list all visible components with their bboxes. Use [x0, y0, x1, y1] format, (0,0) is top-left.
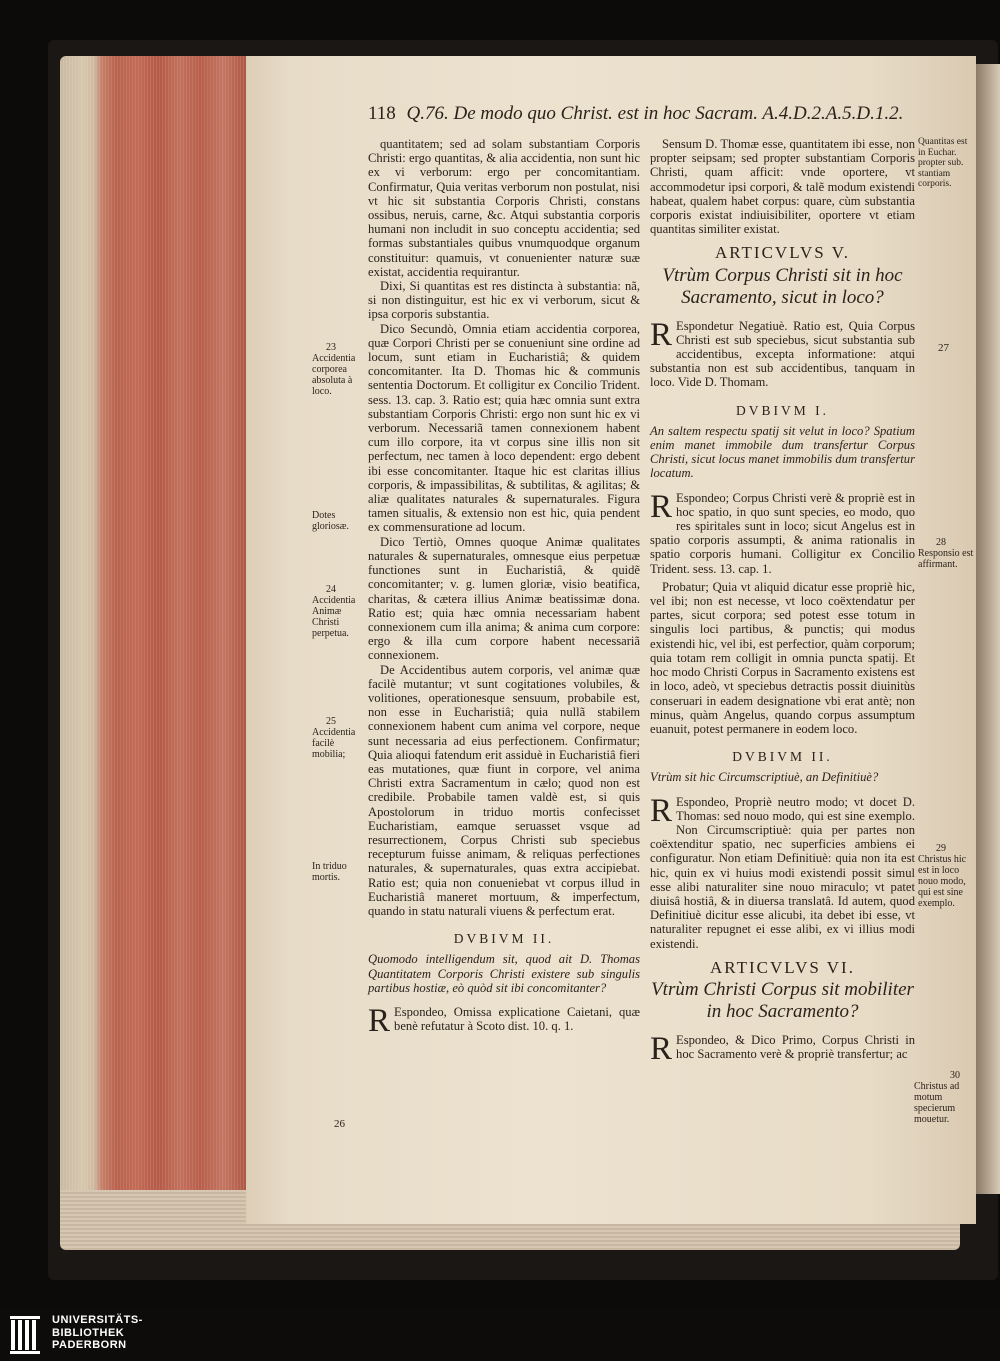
response-paragraph: [650, 1033, 915, 1064]
text-paragraph: Dico Secundò, Omnia etiam accidentia corporea, quæ Corpori Christi per se conueniunt sine ordine ad locum, sunt etiam in Eucharistiâ; & quidem concomitanter. Ita D. Thomas hic & communis sententia Doctorum. Et colligitur ex Concilio Trident. sess. 13. cap. 3. Ratio est; quia hæc omnia sunt extra substantiam Corporis Christi: ergo non sunt hic ex vi verborum. Necessariã tamen connexionem habent cum illo corpore, ita vt corpus sine illis non sit perfectum, nec tamen à loco dependent: ergo debent ibi esse concomitanter. Itaque hic est claritas illius corporis, & impassibilitas, & subtilitas, & agilitas; & aliæ qualitates naturales & supernaturales. Figura tamen situalis, & extensio non est hic, quia pendent ex commensuratione ad locum.: [368, 321, 640, 535]
margin-text: Accidentia corporea absoluta à loco.: [312, 353, 356, 397]
margin-note-left: [312, 342, 362, 397]
margin-number: 29: [936, 843, 946, 854]
text-paragraph: quantitatem; sed ad solam substantiam Corporis Christi: ergo quantitas, & alia accidentia, non sunt hic ex vi verborum: ergo per concomitantiam. Confirmatur, Quia veritas verborum non postulat, nisi vt hic sit substantia Corporis Christi, constans ossibus, neruis, carne, &c. Atqui substantia corporis humani non includit in suo conceptu accidentia; sed formas substantiales quibus vnumquodque organum constituitur: quamuis, vt conuenienter naturæ suæ existat, accidentia requirantur.: [368, 137, 640, 279]
article-heading: ARTICVLVS V.: [714, 243, 851, 263]
institution-line: PADERBORN: [52, 1339, 127, 1351]
margin-text: Accidentia Animæ Christi perpetua.: [312, 595, 356, 639]
text-paragraph: Sensum D. Thomæ esse, quantitatem ibi esse, non propter seipsam; sed propter substantiam Corporis Christi, quam afficit: vnde oportere, vt accommodetur ipsi corpori, & talẽ modum existendi habeat, qualem habet corpus: quare, cùm substantia corporis existat indiuisibiliter, oportere vt etiam quantitas similiter existat.: [650, 137, 915, 237]
margin-text: Accidentia facilè mobilia;: [312, 727, 356, 760]
margin-note-right: [918, 537, 974, 570]
margin-number: 30: [950, 1070, 960, 1081]
response-text: Espondeo; Corpus Christi verè & propriè est in hoc spatio, in quo sunt species, eo modo, quo res spiritales sunt in loco; sicut Angelus est in spatio corporis assumpti, & anima rationalis in spatio corporis humani. Colligitur ex Concilio Trident. sess. 13. cap. 1.: [650, 490, 915, 576]
drop-cap: R: [650, 794, 673, 829]
response-paragraph: [650, 319, 915, 390]
margin-number: 26: [334, 1118, 345, 1130]
margin-number: 25: [326, 716, 336, 727]
response-paragraph: [650, 491, 915, 576]
margin-number: 28: [936, 537, 946, 548]
margin-number: 23: [326, 342, 336, 353]
margin-number: 27: [938, 342, 949, 354]
margin-note-left: [312, 716, 362, 760]
response-paragraph: [368, 1005, 640, 1036]
margin-note-right: [918, 137, 976, 190]
margin-note-right: [918, 843, 974, 909]
red-page-edge: [60, 56, 250, 1198]
margin-text: Christus ad motum specierum mouetur.: [914, 1081, 960, 1125]
institution-name: [52, 1314, 143, 1352]
dubium-question: An saltem respectu spatij sit velut in loco? Spatium enim manet immobile dum transfertur Corpus Christi, sicut locus manet immobilis dum transfertur locatum.: [650, 423, 915, 481]
response-text: Espondeo, & Dico Primo, Corpus Christi in hoc Sacramento verè & propriè transfertur; ac: [676, 1032, 915, 1062]
dubium-heading: DVBIVM II.: [732, 749, 833, 765]
article-heading: ARTICVLVS VI.: [710, 957, 855, 977]
dubium-heading: DVBIVM I.: [736, 402, 829, 418]
margin-note-right: [914, 1070, 974, 1125]
text-paragraph: De Accidentibus autem corporis, vel animæ quæ facilè mutantur; vt sunt cogitationes volubiles, & volitiones, operationesque sensuum, probabile est, non esse in Eucharistiâ; quia nullã stabilem connexionem habent cum anima vel corpore, neque sunt necessaria ad eius perfectionem. Confirmatur; Quia alioqui fatendum erit assiduè in Eucharistiâ fieri eas mutationes, quæ fiunt in corpore, vel anima Christi extra Sacramentum in cælo; quod non est credibile. Probabile tamen valdè est, si quis Apostolorum in triduo mortis confecisset Eucharistiam, eamque seruasset vsque ad resurrectionem, Corpus Christi sub speciebus recepturum fuisse animam, & reliquas perfectiones naturales, & supernaturales, quas extra accipiebat. Ratio est; quia non conueniebat vt corpus illud in Eucharistiâ maneret mortuum, & imperfectum, quando in statu naturali viuens & perfectum erat.: [368, 662, 640, 918]
text-paragraph: Probatur; Quia vt aliquid dicatur esse propriè hic, vel ibi; non est necesse, vt loco coëxtendatur per partes, sicut corpora; sed potest esse totum in singulis loci partibus, & punctis; qui modus existendi hic, vel ibi, est perfectior, quàm corporum; quia totam rem colligit in omnia puncta spatij. Et hoc modo Christi Corpus in Sacramento existens est in loco, adeò, vt speciebus detractis possit diuinitùs conseruari in eadem designatione vbi erat antè; non minus, quàm Angelus, quando corpus assumptum euanuit, potest permanere in eodem loco.: [650, 579, 915, 736]
page-number: 118: [368, 103, 396, 124]
margin-text: Quantitas est in Euchar. propter sub. stantiam corporis.: [918, 137, 968, 189]
margin-text: In triduo mortis.: [312, 861, 347, 883]
article-question: Vtrùm Corpus Christi sit in hoc Sacramento, sicut in loco?: [662, 264, 903, 308]
institution-line: BIBLIOTHEK: [52, 1326, 125, 1339]
right-text-column: [650, 137, 915, 1068]
response-text: Espondetur Negatiuè. Ratio est, Quia Corpus Christi est sub speciebus, sicut substantia sub accidentibus, excepta informatione: atqui substantia non est sub accidentibus, tanquam in loco. Vide D. Thomam.: [650, 318, 915, 390]
drop-cap: R: [368, 1004, 391, 1036]
dubium-heading: DVBIVM II.: [453, 931, 555, 947]
university-library-logo-icon: [10, 1316, 42, 1354]
margin-text: Responsio est affirmant.: [918, 548, 974, 570]
left-text-column: [368, 137, 640, 1040]
margin-number: 24: [326, 584, 336, 595]
dubium-question: Quomodo intelligendum sit, quod ait D. Thomas Quantitatem Corporis Christi existere sub singulis partibus hostiæ, eò quòd sit ibi concomitanter?: [368, 952, 640, 995]
response-paragraph: [650, 795, 915, 951]
margin-text: Christus hic est in loco nouo modo, qui est sine exemplo.: [918, 854, 967, 909]
drop-cap: R: [650, 490, 673, 525]
running-header: [368, 103, 948, 125]
margin-note-left: [312, 584, 362, 639]
response-text: Espondeo, Omissa explicatione Caietani, quæ benè refutatur à Scoto dist. 10. q. 1.: [394, 1004, 640, 1034]
facing-page-edge: [976, 64, 1000, 1194]
drop-cap: R: [650, 1032, 673, 1064]
text-paragraph: Dico Tertiò, Omnes quoque Animæ qualitates naturales & supernaturales, omnesque eius perpetuæ functiones sunt in Eucharistiâ, & quidẽ concomitanter; v. g. lumen gloriæ, visio beatifica, charitas, & cætera illius Animæ beatissimæ dona. Ratio est; quia hæc omnia necessariam habent connexionem cum illa anima; & anima cum corpore: ergo & illa cum corpore habent necessariã connexionem.: [368, 534, 640, 663]
article-question: Vtrùm Christi Corpus sit mobiliter in hoc Sacramento?: [651, 978, 914, 1022]
running-title: Q.76. De modo quo Christ. est in hoc Sacram. A.4.D.2.A.5.D.1.2.: [406, 103, 904, 124]
text-paragraph: Dixi, Si quantitas est res distincta à substantia: nã, si non distinguitur, est hic ex vi verborum, sicut & ipsa corporis substantia.: [368, 279, 640, 322]
response-text: Espondeo, Propriè neutro modo; vt docet D. Thomas: sed nouo modo, qui est sine exemplo. Non Circumscriptiuè: quia per partes non coëxtenditur spatio, nec superficies ambiens ei configuratur. Non etiam Definitiuè: quia non ita est hic, quin ex vi huius modi existendi possit simul esse alibi naturaliter sine nouo miraculo; vt patet diuisâ hostiâ, & in diuersa translatâ. Id autem, quod Definitiuè dicitur esse alicubi, ita debet ibi esse, vt naturaliter repugnet ei esse alibi, ex vi illius modi existendi.: [650, 794, 915, 951]
institution-line: UNIVERSITÄTS-: [52, 1314, 143, 1326]
institution-footer: [0, 1310, 1000, 1361]
dubium-question: Vtrùm sit hic Circumscriptiuè, an Definitiuè?: [650, 770, 879, 785]
drop-cap: R: [650, 318, 673, 353]
margin-note-left: [312, 510, 362, 532]
margin-note-left: [312, 861, 362, 883]
margin-text: Dotes gloriosæ.: [312, 510, 349, 532]
